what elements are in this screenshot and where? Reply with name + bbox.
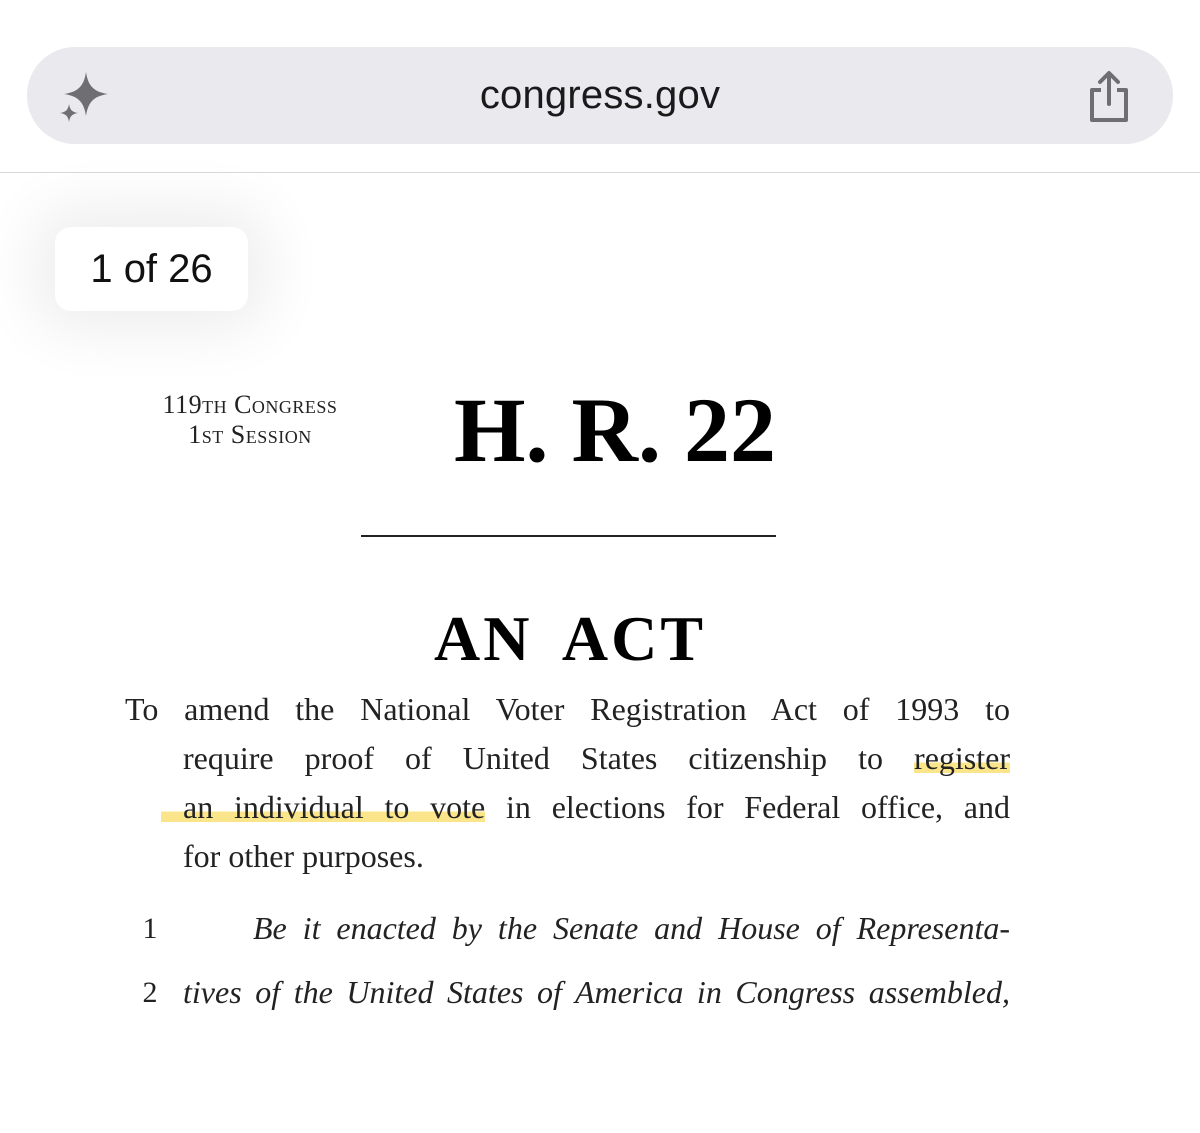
find-match-counter: 1 of 26 bbox=[55, 227, 248, 311]
purpose-line-3 bbox=[183, 783, 1010, 832]
act-heading: AN ACT bbox=[433, 603, 707, 674]
line-number: 2 bbox=[142, 976, 158, 1009]
url-text[interactable]: congress.gov bbox=[479, 73, 721, 117]
enacting-clause-line-2: tives of the United States of America in Congress assembled, bbox=[183, 974, 1010, 1010]
bill-number: H. R. 22 bbox=[454, 379, 776, 481]
purpose-line-4: for other purposes. bbox=[183, 838, 424, 874]
browser-toolbar bbox=[0, 0, 1200, 173]
congress-number: 119th Congress bbox=[162, 390, 338, 419]
purpose-text: require proof of United States citizenship to bbox=[183, 740, 915, 776]
congress-session bbox=[100, 390, 400, 450]
divider bbox=[361, 535, 776, 537]
share-icon[interactable] bbox=[1084, 68, 1134, 126]
search-highlight: register bbox=[914, 740, 1010, 776]
line-number: 1 bbox=[142, 912, 158, 945]
enacting-clause-line-1: Be it enacted by the Senate and House of Representa- bbox=[253, 910, 1010, 946]
purpose-text: in elections for Federal office, and bbox=[485, 789, 1011, 825]
purpose-line-2 bbox=[183, 734, 1010, 783]
address-bar[interactable] bbox=[27, 47, 1173, 144]
purpose-line-1: To amend the National Voter Registration Act of 1993 to bbox=[125, 691, 1010, 727]
search-highlight: an individual to vote bbox=[161, 789, 485, 825]
sparkle-icon[interactable] bbox=[56, 68, 116, 126]
session-label: 1st Session bbox=[188, 420, 312, 449]
